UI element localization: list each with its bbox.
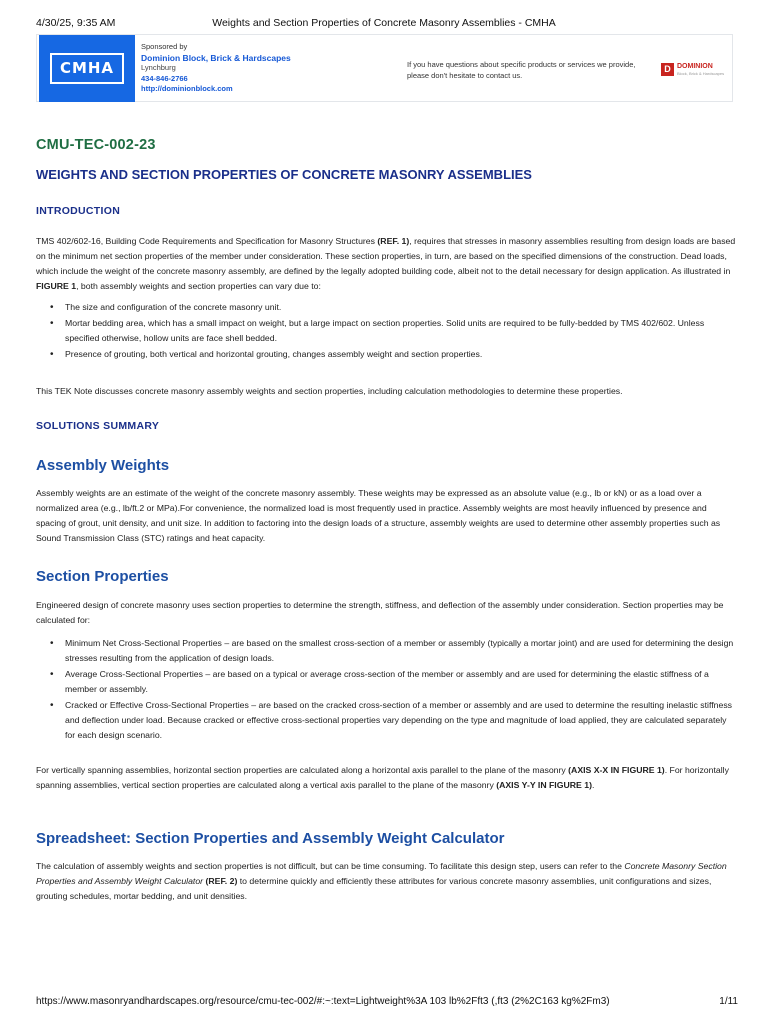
spreadsheet-paragraph (36, 859, 736, 904)
intro-paragraph (36, 234, 736, 294)
figure-1-link[interactable]: FIGURE 1 (36, 281, 77, 291)
list-item: • Cracked or Effective Cross-Sectional Properties – are based on the cracked cross-section of a member or assembly and are used to determine the resulting inelastic stiffness and deflection under load. Because cracked or effective cross-sectional properties vary depending on the type and magnitude of load applied, they are calculated separately for each design scenario. (36, 698, 736, 743)
sponsor-info (141, 42, 291, 95)
cmha-logo[interactable] (39, 35, 135, 102)
solutions-summary-heading: SOLUTIONS SUMMARY (36, 420, 160, 432)
intro-paragraph-2: This TEK Note discusses concrete masonry assembly weights and section properties, including calculation methodologies to determine these properties. (36, 386, 623, 396)
dominion-mark-icon: D (661, 63, 674, 76)
axis-text-2: . For horizontally spanning assemblies, vertical section properties are calculated along a vertical axis parallel to the plane of the masonry (36, 765, 729, 790)
sponsor-website-link[interactable]: http://dominionblock.com (141, 84, 233, 93)
sponsor-company-link[interactable]: Dominion Block, Brick & Hardscapes (141, 52, 291, 63)
dominion-wordmark: DOMINION (677, 62, 713, 70)
print-page-title: Weights and Section Properties of Concrete Masonry Assemblies - CMHA (212, 17, 556, 29)
section-properties-bullet-list (36, 636, 736, 744)
cmha-logo-text: CMHA (50, 53, 124, 84)
print-header (0, 17, 768, 31)
intro-text-2: , requires that stresses in masonry assemblies resulting from design loads are based on the minimum net section properties of the member under consideration. These section properties, in turn, are based on the specified dimensions of the construction. Dead loads, which include the weight of the concrete masonry assembly, are defined by the legally adopted building code, albeit not to the detail necessary for design application. As illustrated in (36, 236, 736, 276)
ref-2-link[interactable]: (REF. 2) (203, 876, 238, 886)
introduction-heading: INTRODUCTION (36, 205, 121, 217)
spreadsheet-text-2: to determine quickly and efficiently these attributes for various concrete masonry assemblies, unit configurations and sizes, grouting schedules, mortar bedding, and unit densities. (36, 876, 712, 901)
intro-text-1: TMS 402/602-16, Building Code Requirements and Specification for Masonry Structures (36, 236, 378, 246)
list-item: • Minimum Net Cross-Sectional Properties – are based on the smallest cross-section of a member or assembly (typically a mortar joint) and are used for determining the design stresses resulting from the application of design loads. (36, 636, 736, 666)
list-item: • Presence of grouting, both vertical and horizontal grouting, changes assembly weight and section properties. (36, 347, 736, 362)
dominion-tagline: Block, Brick & Hardscapes (677, 70, 725, 76)
calculator-link[interactable]: Concrete Masonry Section Properties and Assembly Weight Calculator (36, 861, 727, 886)
spreadsheet-text-1: The calculation of assembly weights and section properties is not difficult, but can be time consuming. To facilitate this design step, users can refer to the (36, 861, 625, 871)
intro-bullet-list (36, 300, 736, 363)
sponsor-phone-link[interactable]: 434-846-2766 (141, 73, 188, 83)
print-page-number: 1/11 (719, 996, 738, 1007)
sponsor-banner (36, 34, 733, 102)
sponsored-by-label: Sponsored by (141, 42, 188, 51)
list-item: • Mortar bedding area, which has a small impact on weight, but a large impact on section properties. Solid units are required to be fully-bedded by TMS 402/602. Unless specified otherwise, hollow units are face shell bedded. (36, 316, 736, 346)
list-item: • The size and configuration of the concrete masonry unit. (36, 300, 736, 315)
section-properties-paragraph: Engineered design of concrete masonry uses section properties to determine the strength, stiffness, and deflection of the assembly under consideration. Section properties may be calculated for: (36, 600, 724, 625)
spreadsheet-heading: Spreadsheet: Section Properties and Assembly Weight Calculator (36, 830, 505, 847)
intro-text-3: , both assembly weights and section properties can vary due to: (76, 281, 321, 291)
print-url: https://www.masonryandhardscapes.org/resource/cmu-tec-002/#:~:text=Lightweight%3A 103 lb%2Fft3 (,ft3 (2%2C163 kg%2Fm3) (36, 996, 610, 1007)
print-date: 4/30/25, 9:35 AM (36, 17, 116, 29)
assembly-weights-paragraph: Assembly weights are an estimate of the weight of the concrete masonry assembly. These weights may be expressed as an absolute value (e.g., lb or kN) or as a load over a normalized area (e.g., lb/ft.2 or MPa).For convenience, the normalized load is most frequently used in practice. Assembly weights are most heavily influenced by presence and spacing of grout, unit density, and unit size. In addition to factoring into the design loads of a structure, assembly weights are used to determine other assembly properties such as Sound Transmission Class (STC) ratings and heat capacity. (36, 488, 721, 543)
sponsor-note: If you have questions about specific products or services we provide, please don't hesitate to contact us. (407, 60, 636, 80)
assembly-weights-heading: Assembly Weights (36, 457, 170, 474)
list-item: • Average Cross-Sectional Properties – are based on a typical or average cross-section of the member or assembly and are used for determining the elastic stiffness of a member or assembly. (36, 667, 736, 697)
sponsor-city: Lynchburg (141, 63, 176, 72)
axis-y-figure-link[interactable]: (AXIS Y-Y IN FIGURE 1) (496, 780, 592, 790)
ref-1-link[interactable]: (REF. 1) (377, 236, 410, 246)
axis-text-3: . (591, 780, 595, 790)
axis-x-figure-link[interactable]: (AXIS X-X IN FIGURE 1) (568, 765, 665, 775)
document-id: CMU-TEC-002-23 (36, 137, 156, 153)
dominion-logo-text (677, 63, 724, 76)
axis-text-1: For vertically spanning assemblies, horizontal section properties are calculated along a horizontal axis parallel to the plane of the masonry (36, 765, 569, 775)
section-properties-heading: Section Properties (36, 568, 169, 585)
document-title: WEIGHTS AND SECTION PROPERTIES OF CONCRETE MASONRY ASSEMBLIES (36, 167, 532, 182)
dominion-logo[interactable] (661, 61, 724, 77)
axis-paragraph (36, 763, 736, 793)
